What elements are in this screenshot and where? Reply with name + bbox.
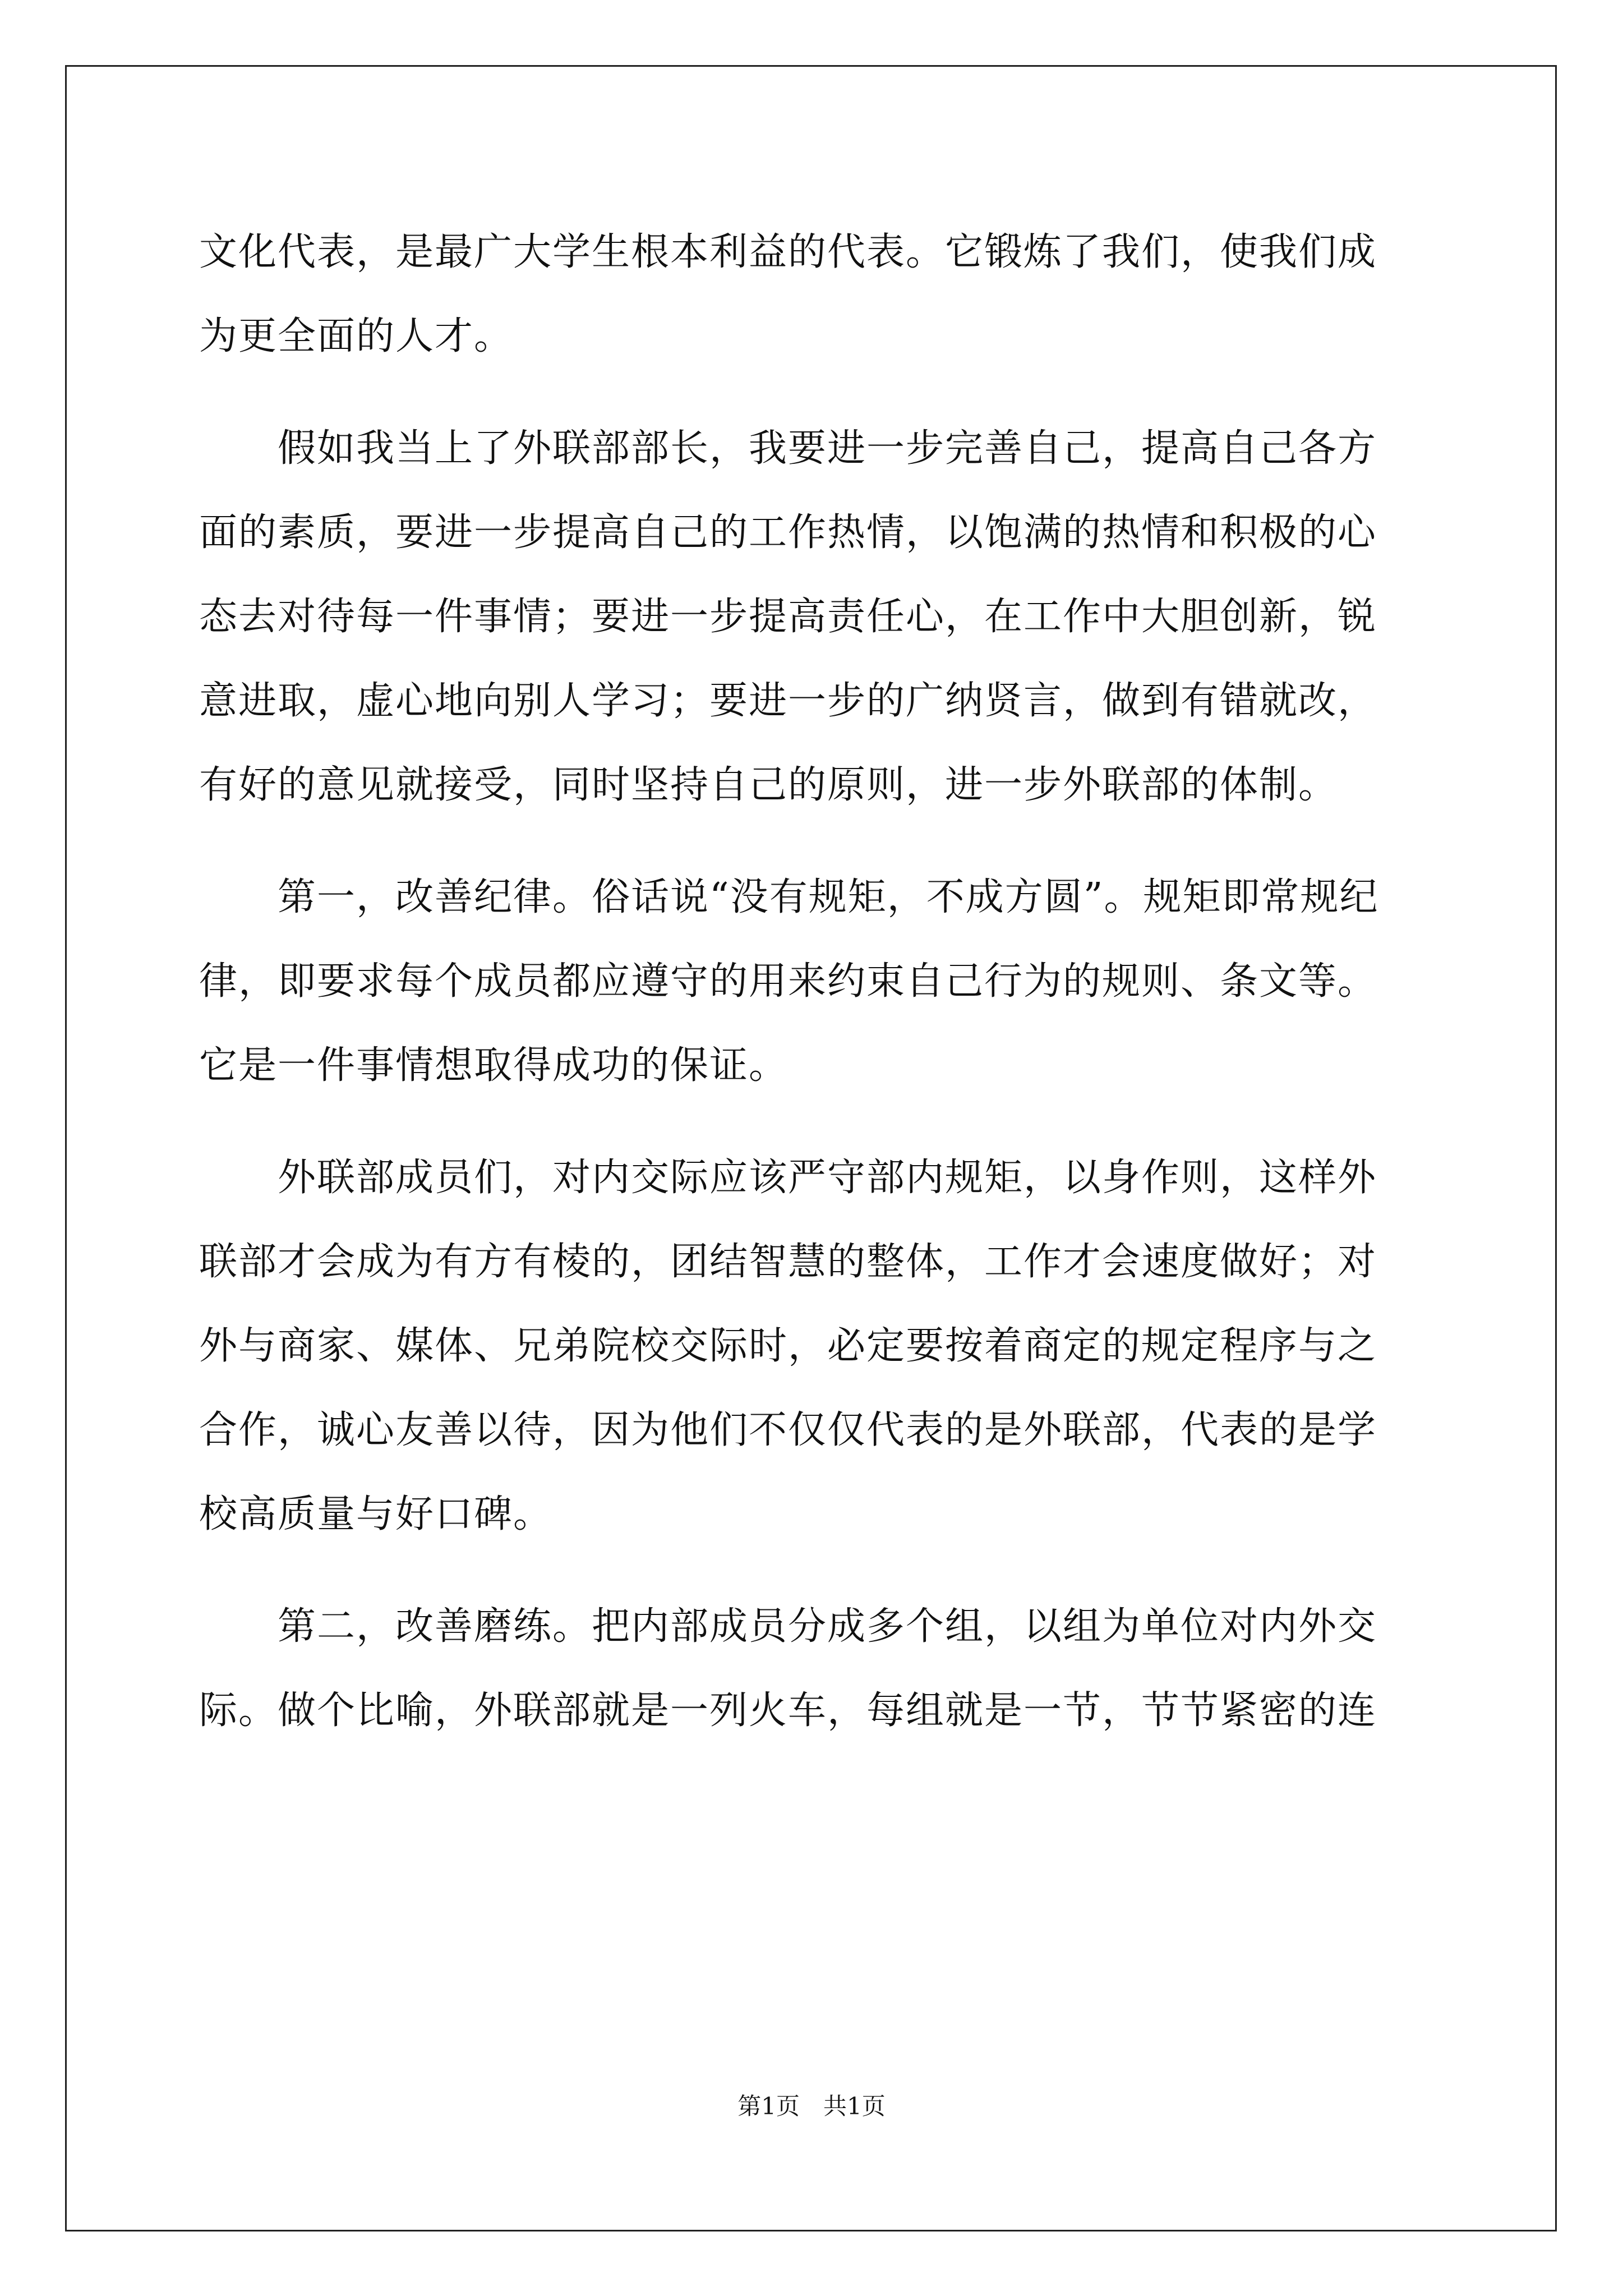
text-line: 第二，改善磨练。把内部成员分成多个组，以组为单位对内外交 bbox=[199, 1604, 1377, 1649]
text-line: 外联部成员们，对内交际应该严守部内规矩，以身作则，这样外 bbox=[199, 1156, 1377, 1200]
text-line: 律，即要求每个成员都应遵守的用来约束自己行为的规则、条文等。 bbox=[199, 959, 1377, 1004]
text-line: 有好的意见就接受，同时坚持自己的原则，进一步外联部的体制。 bbox=[199, 763, 1338, 807]
page-border bbox=[65, 65, 1557, 2231]
text-line: 第一，改善纪律。俗话说“没有规矩，不成方圆”。规矩即常规纪 bbox=[199, 875, 1379, 919]
text-line: 合作，诚心友善以待，因为他们不仅仅代表的是外联部，代表的是学 bbox=[199, 1408, 1377, 1452]
text-line: 假如我当上了外联部部长，我要进一步完善自己，提高自己各方 bbox=[199, 426, 1377, 471]
text-line: 联部才会成为有方有棱的，团结智慧的整体，工作才会速度做好；对 bbox=[199, 1240, 1377, 1284]
text-line: 它是一件事情想取得成功的保证。 bbox=[199, 1043, 789, 1088]
text-line: 外与商家、媒体、兄弟院校交际时，必定要按着商定的规定程序与之 bbox=[199, 1324, 1377, 1368]
text-line: 际。做个比喻，外联部就是一列火车，每组就是一节，节节紧密的连 bbox=[199, 1688, 1377, 1733]
text-line: 态去对待每一件事情；要进一步提高责任心，在工作中大胆创新，锐 bbox=[199, 595, 1377, 639]
text-line: 校高质量与好口碑。 bbox=[199, 1492, 553, 1536]
page-number: 第1页 共1页 bbox=[737, 2092, 886, 2120]
text-line: 意进取，虚心地向别人学习；要进一步的广纳贤言，做到有错就改， bbox=[199, 679, 1377, 723]
text-line: 为更全面的人才。 bbox=[199, 314, 514, 358]
text-line: 文化代表，是最广大学生根本利益的代表。它锻炼了我们，使我们成 bbox=[199, 230, 1377, 274]
text-line: 面的素质，要进一步提高自己的工作热情，以饱满的热情和积极的心 bbox=[199, 510, 1377, 555]
